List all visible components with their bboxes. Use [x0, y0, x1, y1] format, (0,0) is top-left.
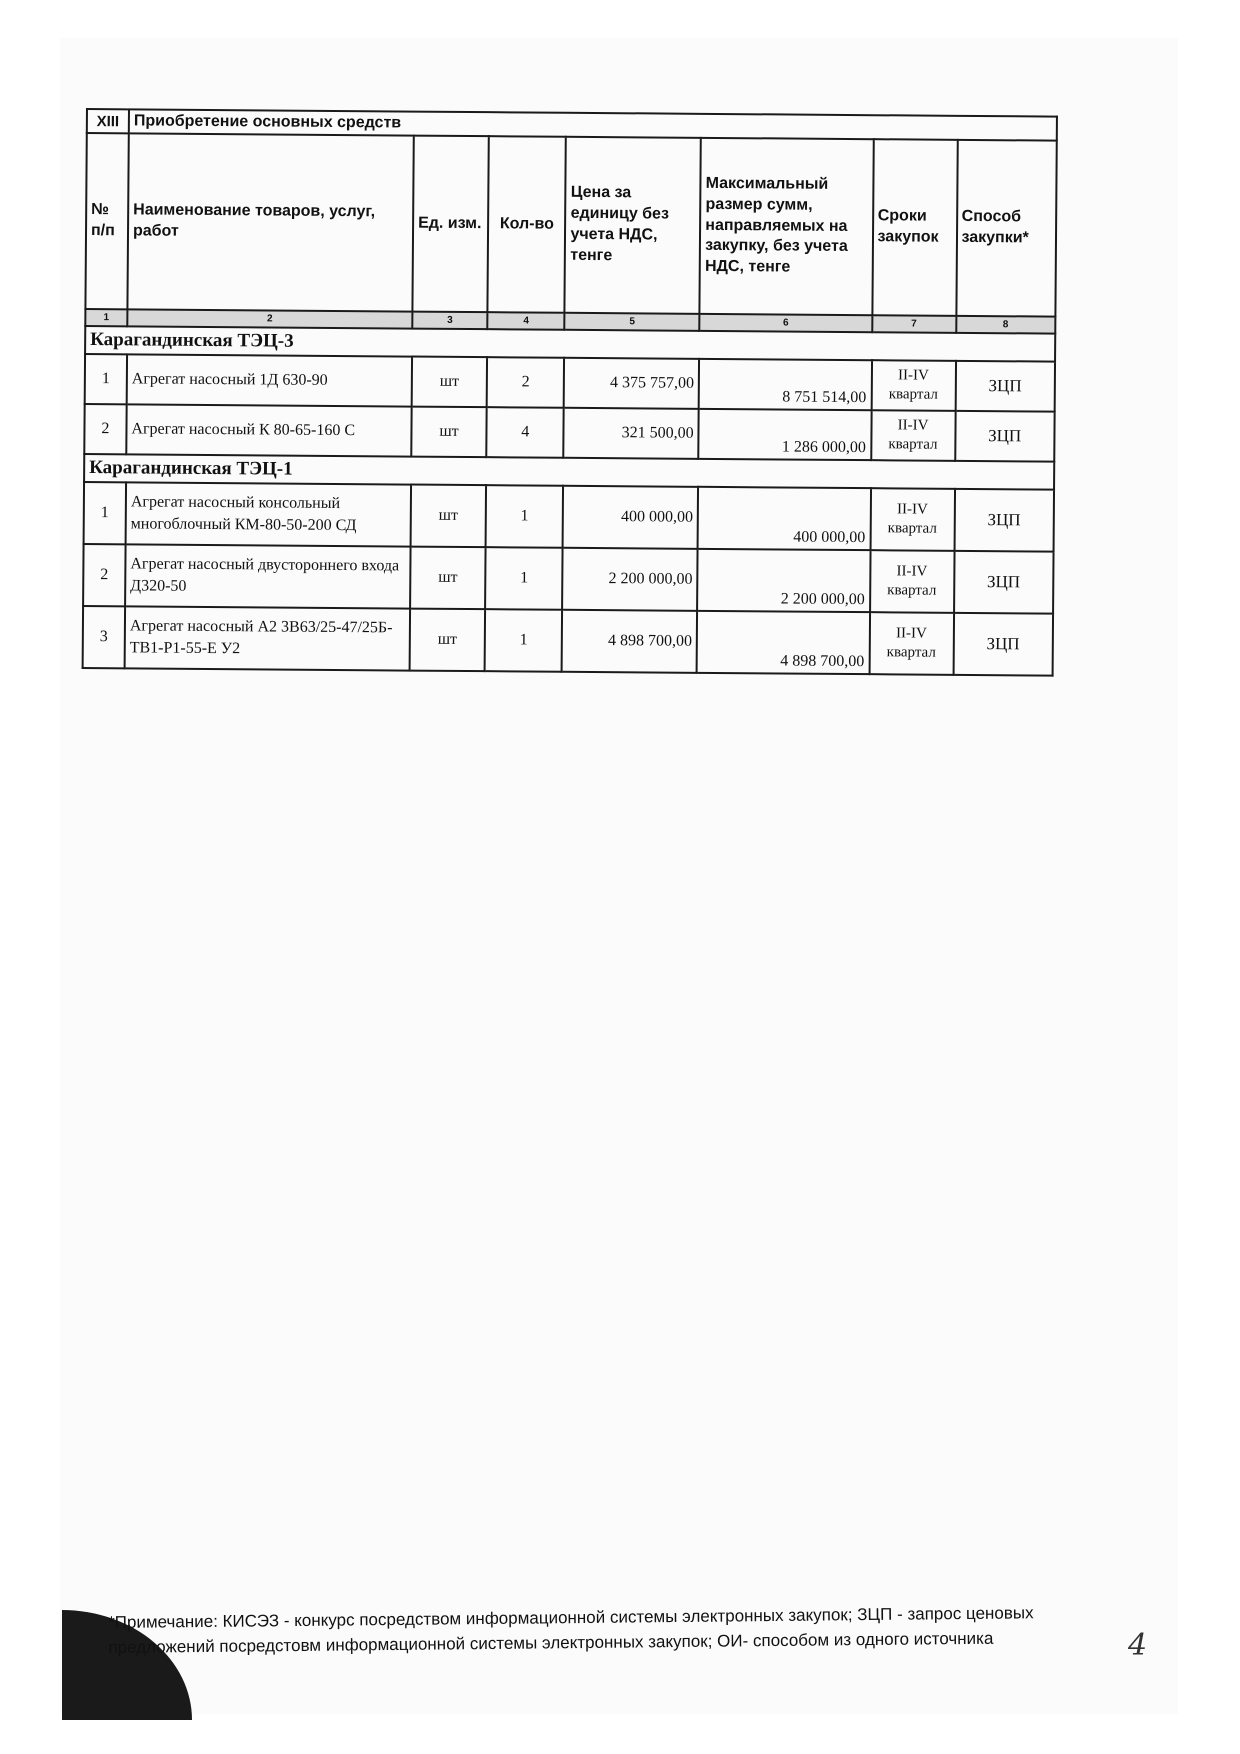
row-qty: 4	[486, 407, 564, 458]
row-method: ЗЦП	[954, 489, 1054, 552]
header-price: Цена за единицу без учета НДС, тенге	[565, 137, 701, 314]
row-term	[871, 410, 955, 461]
header-row	[85, 133, 1056, 317]
row-method: ЗЦП	[953, 613, 1053, 676]
row-price: 4 375 757,00	[564, 358, 699, 409]
row-name: Агрегат насосный К 80-65-160 С	[126, 404, 411, 456]
row-unit: шт	[410, 547, 486, 610]
column-index: 2	[127, 309, 412, 328]
row-term	[869, 612, 953, 675]
header-name: Наименование товаров, услуг, работ	[127, 133, 413, 311]
row-total: 8 751 514,00	[699, 359, 872, 410]
row-price: 2 200 000,00	[563, 548, 698, 611]
row-name: Агрегат насосный А2 3В63/25-47/25Б-ТВ1-Р1-55-Е У2	[125, 606, 411, 670]
table-row	[84, 482, 1054, 552]
row-name: Агрегат насосный 1Д 630-90	[127, 354, 412, 406]
row-method: ЗЦП	[955, 411, 1055, 462]
header-unit: Ед. изм.	[412, 136, 489, 313]
row-price: 400 000,00	[563, 486, 698, 549]
row-total: 4 898 700,00	[697, 611, 870, 674]
row-qty: 1	[485, 547, 563, 610]
row-qty: 1	[485, 609, 563, 672]
section-number: XIII	[87, 109, 129, 133]
row-method: ЗЦП	[954, 551, 1054, 614]
row-num: 1	[85, 354, 127, 404]
column-index: 6	[700, 314, 872, 332]
row-total: 1 286 000,00	[698, 409, 871, 460]
column-index: 4	[487, 312, 564, 330]
row-term	[870, 488, 954, 551]
row-unit: шт	[411, 485, 487, 548]
footnote-line: предложений посредстовм информационной системы электронных закупок; ОИ- способом из одного источника	[108, 1628, 994, 1657]
row-term	[870, 550, 954, 613]
row-num: 3	[83, 606, 125, 668]
term-range: II-IV	[896, 562, 928, 580]
header-total: Максимальный размер сумм, направляемых на закупку, без учета НДС, тенге	[700, 138, 874, 315]
row-num: 2	[84, 404, 126, 454]
row-price: 321 500,00	[564, 408, 699, 459]
section-title: Приобретение основных средств	[129, 109, 1057, 140]
column-index: 8	[956, 316, 1056, 334]
page-number: 4	[1128, 1628, 1148, 1663]
row-unit: шт	[410, 609, 486, 672]
row-total: 2 200 000,00	[697, 549, 870, 612]
column-index: 7	[872, 315, 956, 333]
table-row	[83, 606, 1053, 676]
column-index: 1	[85, 309, 127, 326]
row-total: 400 000,00	[698, 487, 871, 550]
column-index: 3	[412, 312, 487, 330]
row-qty: 1	[486, 485, 564, 548]
term-range: II-IV	[897, 416, 929, 434]
header-qty: Кол-во	[488, 136, 567, 313]
term-unit: квартал	[886, 644, 936, 661]
term-range: II-IV	[898, 366, 929, 384]
row-unit: шт	[412, 357, 488, 408]
row-num: 1	[84, 482, 126, 544]
column-index: 5	[565, 313, 700, 331]
term-range: II-IV	[895, 624, 927, 642]
term-unit: квартал	[887, 582, 937, 599]
row-term	[871, 360, 955, 411]
footnote	[108, 1600, 1068, 1660]
term-unit: квартал	[888, 436, 938, 453]
header-num: № п/п	[85, 133, 128, 309]
row-num: 2	[83, 544, 125, 606]
header-term: Сроки закупок	[872, 139, 957, 316]
group-title: Карагандинская ТЭЦ-3	[85, 326, 1055, 362]
row-method: ЗЦП	[955, 361, 1055, 412]
term-range: II-IV	[896, 500, 928, 518]
row-price: 4 898 700,00	[562, 610, 697, 673]
procurement-table	[82, 108, 1058, 677]
row-name: Агрегат насосный двустороннего входа Д320-50	[125, 544, 411, 608]
table-row	[83, 544, 1053, 614]
term-unit: квартал	[888, 386, 938, 403]
row-qty: 2	[487, 357, 565, 408]
row-unit: шт	[411, 407, 487, 458]
table-row	[85, 354, 1055, 412]
table-row	[84, 404, 1054, 462]
footnote-line: *Примечание: КИСЭЗ - конкурс посредством информационной системы электронных закупок; ЗЦП - запрос ценовых	[108, 1603, 1034, 1632]
row-name: Агрегат насосный консольный многоблочный КМ-80-50-200 СД	[126, 482, 412, 546]
header-method: Способ закупки*	[956, 140, 1057, 317]
group-title: Карагандинская ТЭЦ-1	[84, 454, 1054, 490]
term-unit: квартал	[887, 520, 937, 537]
